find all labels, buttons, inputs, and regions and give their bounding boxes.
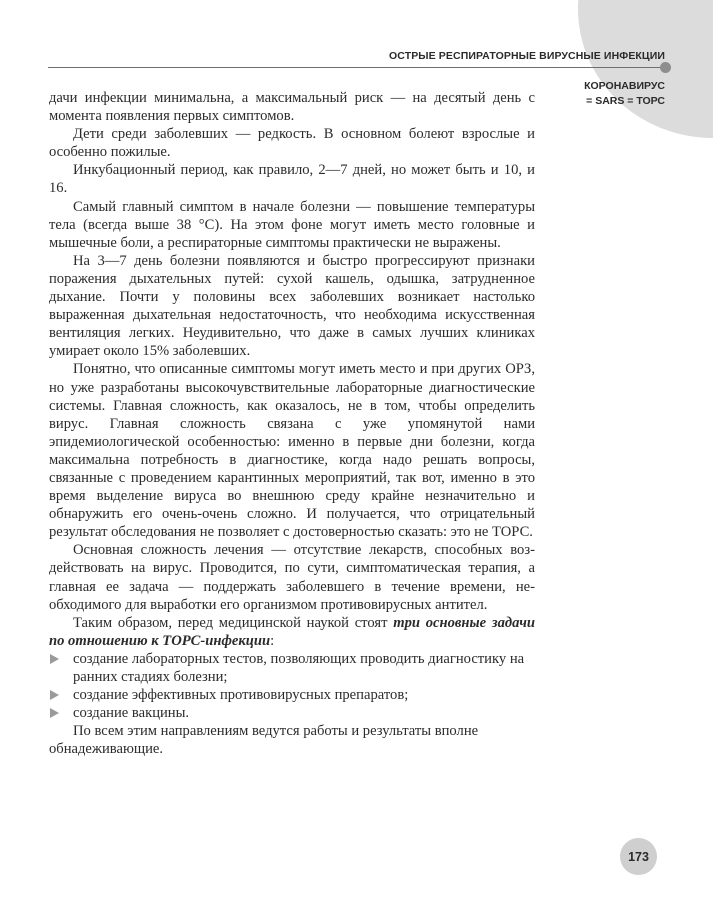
header-dot-icon [660, 62, 671, 73]
running-header: ОСТРЫЕ РЕСПИРАТОРНЫЕ ВИРУСНЫЕ ИНФЕКЦИИ [389, 50, 665, 62]
paragraph-8 [49, 614, 535, 650]
paragraph-8-start: Таким образом, перед медицинской наукой стоят [73, 614, 394, 631]
paragraph-4: Самый главный симптом в начале болезни — повышение температуры тела (всегда выше 38 °С). На этом фоне могут иметь место головные и мышечные боли, а респираторные симптомы практически не выражены. [49, 198, 535, 251]
triangle-bullet-icon [50, 654, 59, 664]
list-item-text: создание лабораторных тестов, позволяющих проводить диагностику на ранних стадиях болезни; [73, 650, 525, 685]
paragraph-2: Дети среди заболевших — редкость. В основном болеют взрослые и особенно пожилые. [49, 126, 535, 161]
paragraph-8-end: : [270, 632, 275, 649]
list-item [49, 686, 535, 704]
list-item-text: создание эффективных противовирусных препаратов; [73, 687, 409, 704]
header-divider [48, 67, 663, 68]
task-list [49, 650, 535, 722]
side-title-line-2: = SARS = ТОРС [586, 95, 665, 107]
paragraph-8-emphasis: три основные задачи по отношению к ТОРС-инфекции [49, 614, 535, 649]
paragraph-7: Основная сложность лечения — отсутствие лекарств, способных воздействовать на вирус. Проводится, по сути, симптоматическая терапия, а главная ее задача — поддержать заболевшего в течение времени, необходимого для выработки его организмом противовирусных антител. [49, 542, 535, 613]
list-item [49, 650, 535, 686]
paragraph-9: По всем этим направлениям ведутся работы и результаты вполне обнадеживающие. [49, 723, 479, 758]
side-title-line-1: КОРОНАВИРУС [584, 80, 665, 92]
paragraph-6: Понятно, что описанные симптомы могут иметь место и при других ОРЗ, но уже разработаны высокочувствительные лабораторные диагностические системы. Главная сложность, как оказалось, не в том, чтобы определить вирус. Главная сложность связана с уже упомянутой нами эпидемиологической особенностью: именно в первые дни болезни, когда максимальна потребность в диагностике, когда надо решать вопросы, связанные с проведением карантинных мероприятий, так вот, именно в это время выделение вируса во внешнюю среду крайне незначительно и обнаружить его очень-очень сложно. И получается, что отрицательный результат обследования не позволяет с достоверностью сказать: это не ТОРС. [49, 361, 535, 541]
triangle-bullet-icon [50, 708, 59, 718]
paragraph-1: дачи инфекции минимальна, а максимальный риск — на десятый день с момента появления первых симптомов. [49, 90, 535, 125]
paragraph-5: На 3—7 день болезни появляются и быстро прогрессируют признаки поражения дыхательных путей: сухой кашель, одышка, затрудненное дыхание. Почти у половины всех заболевших возникает настолько выраженная дыхательная недостаточность, что необходима искусственная вентиляция легких. Неудивительно, что даже в самых лучших клиниках умирает около 15% заболевших. [49, 252, 535, 360]
list-item-text: создание вакцины. [73, 705, 190, 722]
page-number: 173 [620, 838, 657, 875]
chapter-side-title [584, 79, 665, 109]
main-text [49, 89, 535, 758]
list-item [49, 704, 535, 722]
corner-decoration [578, 0, 713, 138]
paragraph-3: Инкубационный период, как правило, 2—7 дней, но может быть и 10, и 16. [49, 162, 535, 197]
triangle-bullet-icon [50, 690, 59, 700]
